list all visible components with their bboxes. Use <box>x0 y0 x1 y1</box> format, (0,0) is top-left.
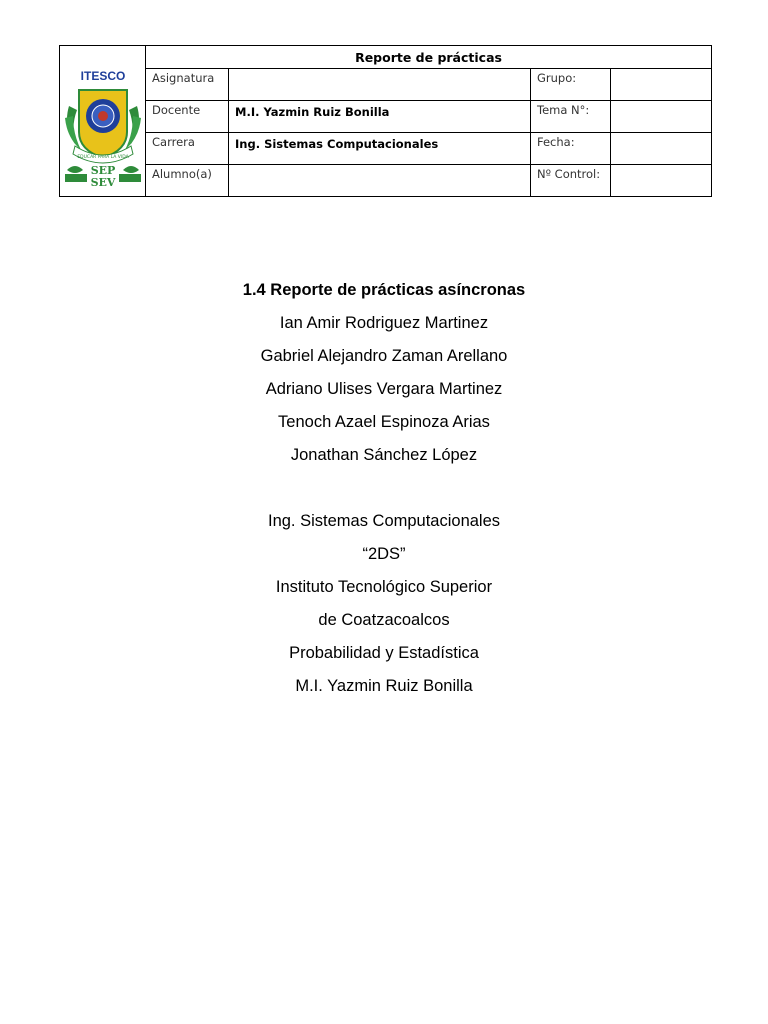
report-heading: 1.4 Reporte de prácticas asíncronas <box>242 281 526 299</box>
control-label: Nº Control: <box>531 165 611 197</box>
logo-seal-text: EDUCAR PARA LA VIDA <box>76 155 129 160</box>
itesco-logo-cell <box>60 46 146 197</box>
author-name: Gabriel Alejandro Zaman Arellano <box>260 347 508 365</box>
fecha-label: Fecha: <box>531 133 611 165</box>
tema-value <box>611 101 712 133</box>
logo-sep-text: SEP <box>90 164 115 177</box>
docente-label: Docente <box>146 101 229 133</box>
author-name: Ian Amir Rodriguez Martinez <box>279 314 489 332</box>
logo-itesco-text: ITESCO <box>80 69 125 83</box>
logo-sev-text: SEV <box>90 176 115 189</box>
asignatura-value <box>229 69 531 101</box>
control-value <box>611 165 712 197</box>
fecha-value <box>611 133 712 165</box>
subject-name: Probabilidad y Estadística <box>289 644 479 662</box>
carrera-label: Carrera <box>146 133 229 165</box>
grupo-value <box>611 69 712 101</box>
author-name: Jonathan Sánchez López <box>290 446 478 464</box>
docente-value: M.I. Yazmin Ruiz Bonilla <box>229 101 531 133</box>
institute-name-line1: Instituto Tecnológico Superior <box>275 578 493 596</box>
itesco-seal-icon <box>61 46 145 196</box>
alumno-value <box>229 165 531 197</box>
institute-name-line2: de Coatzacoalcos <box>318 611 450 629</box>
asignatura-label: Asignatura <box>146 69 229 101</box>
alumno-label: Alumno(a) <box>146 165 229 197</box>
teacher-name: M.I. Yazmin Ruiz Bonilla <box>295 677 473 695</box>
tema-label: Tema N°: <box>531 101 611 133</box>
spacer <box>0 476 768 509</box>
report-title: Reporte de prácticas <box>146 46 712 69</box>
author-name: Tenoch Azael Espinoza Arias <box>278 413 490 431</box>
carrera-value: Ing. Sistemas Computacionales <box>229 133 531 165</box>
cover-content <box>0 278 768 707</box>
career-name: Ing. Sistemas Computacionales <box>267 512 501 530</box>
author-name: Adriano Ulises Vergara Martinez <box>265 380 503 398</box>
report-header-table <box>59 45 712 197</box>
group-name: “2DS” <box>362 545 406 563</box>
grupo-label: Grupo: <box>531 69 611 101</box>
itesco-logo <box>61 46 145 196</box>
